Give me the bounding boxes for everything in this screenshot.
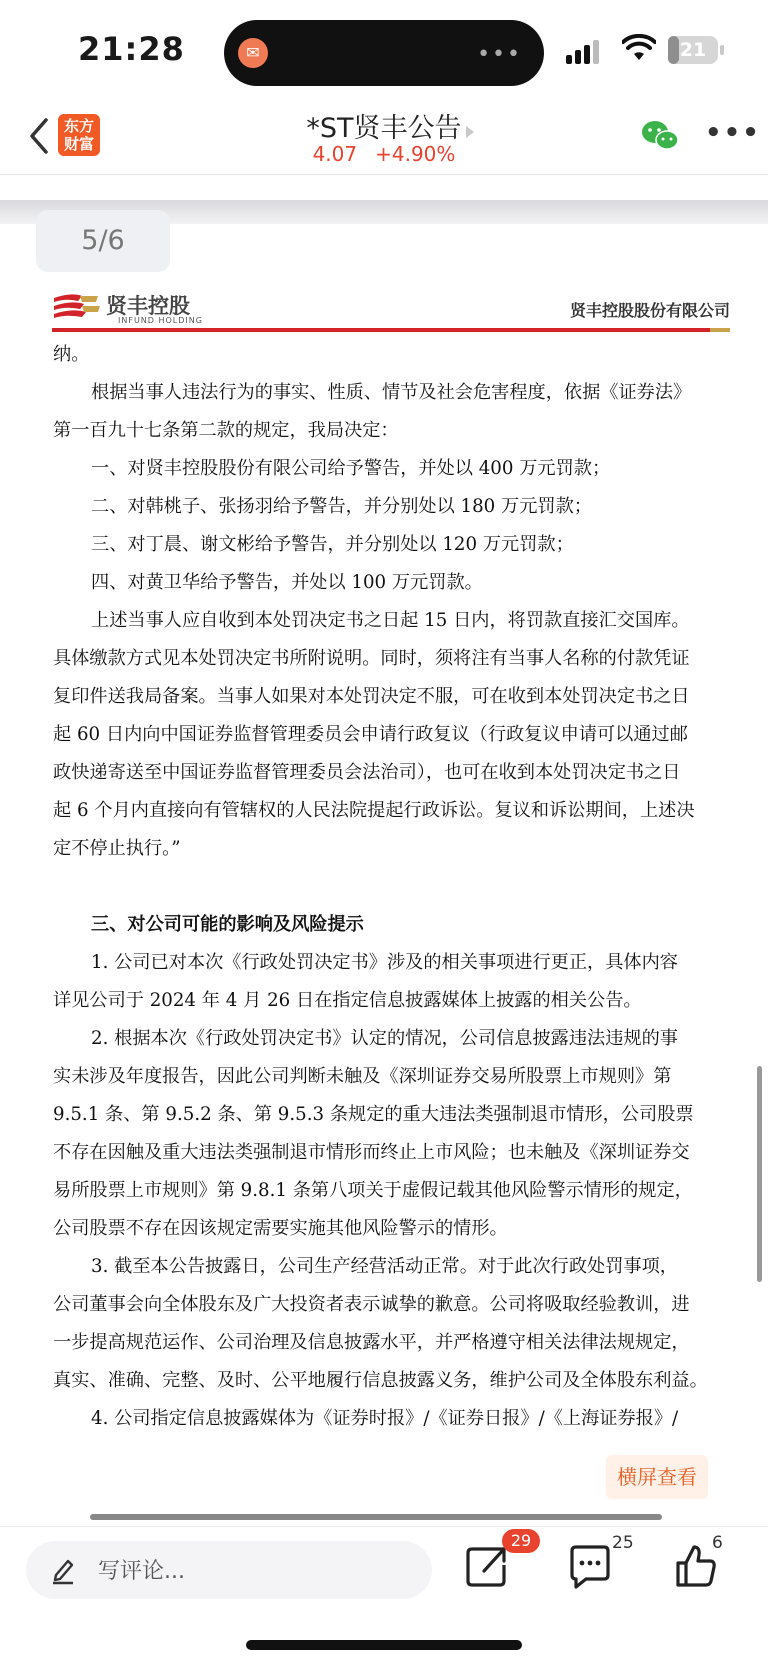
wifi-icon [622,34,656,62]
more-icon[interactable]: ••• [705,118,761,148]
share-icon[interactable] [462,1541,510,1591]
page-indicator: 5/6 [36,210,170,272]
comment-count: 25 [612,1533,634,1553]
stock-change: +4.90% [375,142,456,166]
mail-app-icon: ✉ [238,38,268,68]
comment-input[interactable] [26,1541,432,1599]
document-line: 4. 公司指定信息披露媒体为《证券时报》/《证券日报》/《上海证券报》/ [91,1408,679,1429]
company-logo-icon [52,292,104,322]
document-line: 公司董事会向全体股东及广大投资者表示诚挚的歉意。公司将吸取经验教训，进 [53,1294,690,1315]
brand-logo[interactable]: 东方 财富 [58,114,100,156]
share-badge: 29 [502,1529,540,1553]
document-line: 定不停止执行。” [53,838,181,859]
document-line: 政快递寄送至中国证券监督管理委员会法治司），也可在收到本处罚决定书之日 [53,762,681,783]
document-line: 实未涉及年度报告，因此公司判断未触及《深圳证券交易所股票上市规则》第 [53,1066,672,1087]
document-line: 3. 截至本公告披露日，公司生产经营活动正常。对于此次行政处罚事项， [91,1256,678,1277]
letterhead-rule-accent [710,328,730,332]
document-body [53,336,729,1438]
document-line: 复印件送我局备案。当事人如果对本处罚决定不服，可在收到本处罚决定书之日 [53,686,690,707]
page-title: *ST贤丰公告 [306,113,462,144]
section-heading: 三、对公司可能的影响及风险提示 [91,914,364,935]
cellular-signal-icon [566,38,606,64]
home-indicator[interactable] [246,1640,522,1650]
letterhead-name: 贤丰控股 [106,293,190,318]
vertical-scrollbar[interactable] [757,1066,762,1282]
document-line: 详见公司于 2024 年 4 月 26 日在指定信息披露媒体上披露的相关公告。 [53,990,642,1011]
document-line: 起 60 日内向中国证券监督管理委员会申请行政复议（行政复议申请可以通过邮 [53,724,688,745]
battery-tip [720,45,724,55]
document-line [53,868,729,906]
dynamic-island[interactable] [224,20,544,86]
island-dots-icon: ••• [477,42,522,67]
letterhead-company: 贤丰控股股份有限公司 [569,301,730,320]
battery-icon [668,36,718,64]
document-line: 不存在因触及重大违法类强制退市情形而终止上市风险；也未触及《深圳证券交 [53,1142,690,1163]
status-bar [0,0,768,100]
document-line: 真实、准确、完整、及时、公平地履行信息披露义务，维护公司及全体股东利益。 [53,1370,708,1391]
document-line: 起 6 个月内直接向有管辖权的人民法院提起行政诉讼。复议和诉讼期间，上述决 [53,800,695,821]
pen-icon [50,1555,76,1585]
letterhead-rule [52,328,730,332]
document-line: 一、对贤丰控股股份有限公司给予警告，并处以 400 万元罚款； [91,458,611,479]
document-line: 根据当事人违法行为的事实、性质、情节及社会危害程度，依据《证券法》 [91,382,692,403]
document-line: 公司股票不存在因该规定需要实施其他风险警示的情形。 [53,1218,508,1239]
document-line: 第一百九十七条第二款的规定，我局决定： [53,420,399,441]
document-line: 易所股票上市规则》第 9.8.1 条第八项关于虚假记载其他风险警示情形的规定， [53,1180,693,1201]
wechat-icon[interactable] [640,118,680,154]
like-count: 6 [712,1533,723,1553]
document-line: 二、对韩桃子、张扬羽给予警告，并分别处以 180 万元罚款； [91,496,592,517]
document-line: 9.5.1 条、第 9.5.2 条、第 9.5.3 条规定的重大违法类强制退市情形，公司股票 [53,1104,694,1125]
document-line: 四、对黄卫华给予警告，并处以 100 万元罚款。 [91,572,483,593]
battery-level: 21 [679,39,707,61]
document-line: 三、对丁晨、谢文彬给予警告，并分别处以 120 万元罚款； [91,534,574,555]
comment-placeholder: 写评论... [98,1559,185,1584]
letterhead-name-en: INFUND HOLDING [118,316,203,325]
document-line: 上述当事人应自收到本处罚决定书之日起 15 日内，将罚款直接汇交国库。 [91,610,690,631]
comment-icon[interactable] [566,1541,614,1591]
document-line: 纳。 [53,344,90,365]
quote-arrow-icon[interactable] [466,126,474,138]
horizontal-scrollbar[interactable] [90,1514,662,1520]
nav-divider [0,174,768,175]
status-time: 21:28 [78,30,185,68]
landscape-view-button[interactable]: 横屏查看 [606,1455,708,1499]
nav-bar [0,100,768,176]
stock-price: 4.07 [312,142,358,166]
document-line: 一步提高规范运作、公司治理及信息披露水平，并严格遵守相关法律法规规定， [53,1332,690,1353]
document-line: 具体缴款方式见本处罚决定书所附说明。同时，须将注有当事人名称的付款凭证 [53,648,690,669]
document-line: 1. 公司已对本次《行政处罚决定书》涉及的相关事项进行更正，具体内容 [91,952,678,973]
document-line: 2. 根据本次《行政处罚决定书》认定的情况，公司信息披露违法违规的事 [91,1028,678,1049]
